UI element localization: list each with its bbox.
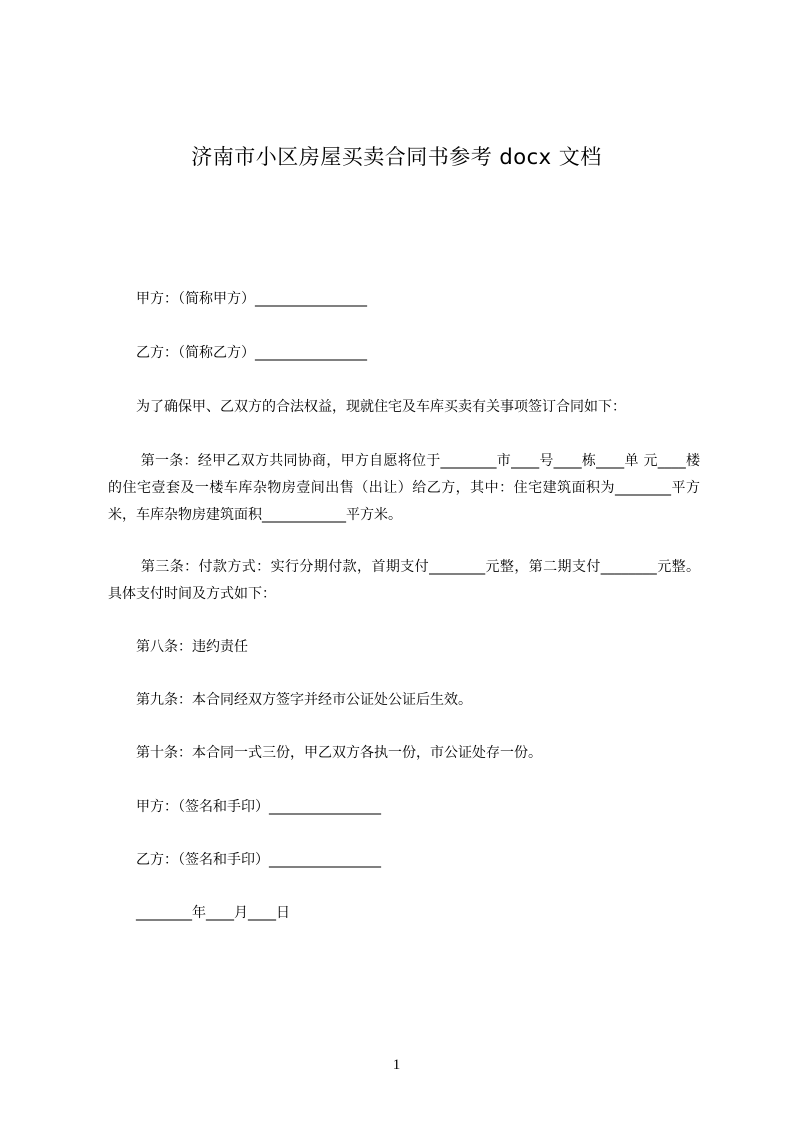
- article-8-paragraph: 第八条：违约责任: [136, 639, 248, 655]
- page-number: 1: [392, 1057, 401, 1073]
- article-1-paragraph: 第一条：经甲乙双方共同协商，甲方自愿将位于________市____号____栋____单 元____楼的住宅壹套及一楼车库杂物房壹间出售（出让）给乙方，其中：住宅建筑面积为________平方米，车库杂物房建筑面积____________平方米。: [108, 453, 701, 523]
- party-a-line: 甲方：（简称甲方）________________: [136, 291, 367, 307]
- preamble-paragraph: 为了确保甲、乙双方的合法权益，现就住宅及车库买卖有关事项签订合同如下：: [136, 399, 626, 415]
- party-a-signature-line: 甲方：（签名和手印）________________: [136, 799, 381, 815]
- article-3-paragraph: 第三条：付款方式：实行分期付款，首期支付________元整，第二期支付________元整。具体支付时间及方式如下：: [108, 559, 701, 602]
- date-line: ________年____月____日: [136, 905, 290, 921]
- article-9-paragraph: 第九条：本合同经双方签字并经市公证处公证后生效。: [136, 692, 472, 708]
- document-title: 济南市小区房屋买卖合同书参考 docx 文档: [191, 145, 602, 169]
- article-10-paragraph: 第十条：本合同一式三份，甲乙双方各执一份，市公证处存一份。: [136, 745, 542, 761]
- party-b-line: 乙方：（简称乙方）________________: [136, 345, 367, 361]
- party-b-signature-line: 乙方：（签名和手印）________________: [136, 852, 381, 868]
